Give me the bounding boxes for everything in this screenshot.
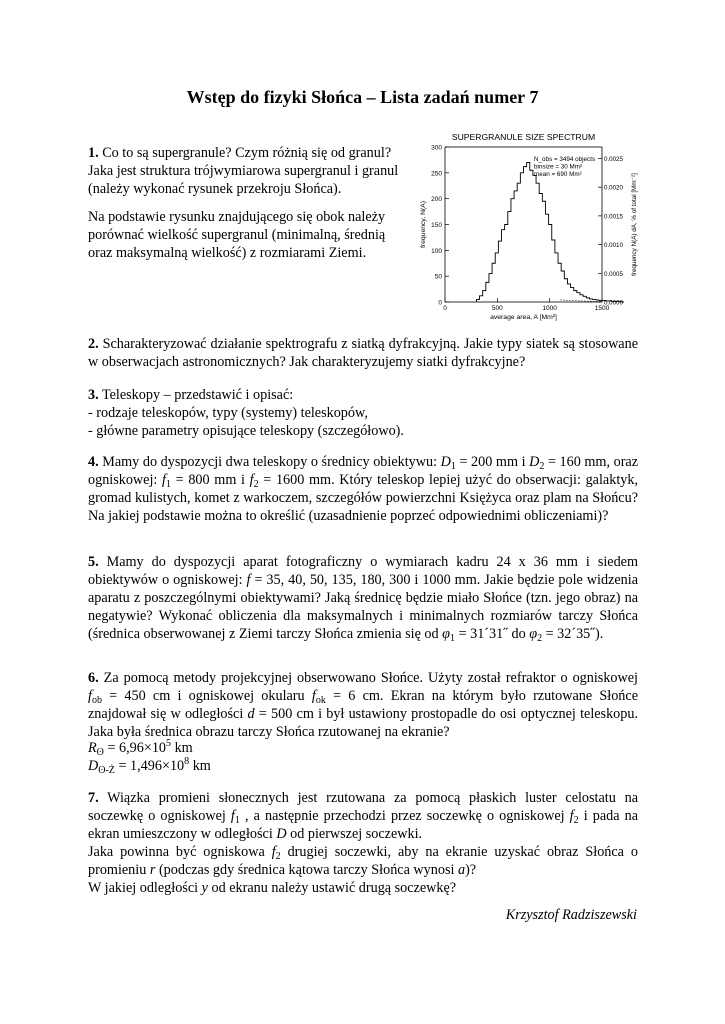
task-number: 3. <box>88 387 99 403</box>
task-1-line-6: oraz maksymalną wielkość) z rozmiarami Ziemi. <box>88 245 367 261</box>
y2-tick-label: 0.0000 <box>604 299 623 307</box>
supergranule-histogram <box>412 130 642 330</box>
task-3-head: 3. Teleskopy – przedstawić i opisać: <box>88 387 294 403</box>
author-signature: Krzysztof Radziszewski <box>505 907 637 923</box>
task-4: 4. Mamy do dyspozycji dwa teleskopy o średnicy obiektywu: $D_1 = 200$ mm i $D_2 = 160$ mm, oraz ogniskowej: $f_1 = 800$ mm i $f_2 = 1600$ mm. Który teleskop lepiej użyć do obserwacji: galaktyk, gromad kulistych, komet z warkoczem, szczegółów powierzchni Księżyca oraz plam na Słońcu? Na jakiej podstawie można to określić (uzasadnienie poprzeć odpowiednimi obliczeniami)? <box>88 454 639 524</box>
task-1-line-4: Na podstawie rysunku znajdującego się obok należy <box>88 209 386 225</box>
task-number: 7. <box>88 790 99 806</box>
y-tick-label: 50 <box>434 273 442 281</box>
y-tick-label: 100 <box>431 247 442 255</box>
task-3 <box>88 386 638 440</box>
y-tick-label: 150 <box>431 222 442 229</box>
task-7: 7. Wiązka promieni słonecznych jest rzutowana za pomocą płaskich luster celostatu na soczewkę o ogniskowej $f_1$ , a następnie przechodzi przez soczewkę o ogniskowej $f_2$ i pada na ekran umieszczony w odległości D od pierwszej soczewki. <box>88 790 638 842</box>
y2-tick-label: 0.0025 <box>604 155 623 163</box>
y-tick-label: 200 <box>431 196 442 204</box>
task-1-line-3: (należy wykonać rysunek przekroju Słońca). <box>88 181 342 197</box>
task-number: 6. <box>88 670 99 686</box>
x-tick-label: 1000 <box>542 305 557 312</box>
task-1-line-5: porównać wielkość supergranul (minimalną, średnią <box>88 227 386 243</box>
y-tick-label: 300 <box>431 144 442 152</box>
y2-tick-label: 0.0010 <box>604 242 623 250</box>
task-2-text: Scharakteryzować działanie spektrografu z siatką dyfrakcyjną. Jakie typy siatek są stosowane w obserwacjach astronomicznych? Jak charakteryzujemy siatki dyfrakcyjne? <box>88 336 638 370</box>
y2-axis-label: frequency N(A) dA, % of total [Mm⁻²] <box>631 173 638 276</box>
y-axis-label: frequency, N(A) <box>420 200 427 249</box>
sun-radius: $R_ʘ = 6,96\times 10^5$ km <box>88 738 193 758</box>
task-1 <box>88 144 408 198</box>
page-title: Wstęp do fizyki Słońca – Lista zadań numer 7 <box>186 87 539 107</box>
chart-annotation: binsize = 30 Mm² <box>534 163 583 171</box>
chart-title: SUPERGRANULE SIZE SPECTRUM <box>451 132 596 142</box>
task-3-item: - rodzaje teleskopów, typy (systemy) teleskopów, <box>88 405 368 421</box>
y2-tick-label: 0.0020 <box>604 184 623 192</box>
chart-annotation: N_obs = 3494 objects <box>534 156 596 163</box>
x-axis-label: average area, A [Mm²] <box>490 314 557 321</box>
task-5: 5. Mamy do dyspozycji aparat fotograficzny o wymiarach kadru 24 x 36 mm i siedem obiektywów o ogniskowej: f = 35, 40, 50, 135, 180, 300 i 1000 mm. Jakie będzie pole widzenia aparatu z poszczególnymi obiektywami? Jaką średnicę będzie miało Słońce (tzn. jego obraz) na negatywie? Wykonać obliczenia dla maksymalnych i minimalnych rozmiarów tarczy Słońca (średnica obserwowanej z Ziemi tarczy Słońca zmienia się od $\varphi_1$ = 31´31˝ do $\varphi_2$ = 32´35˝). <box>88 554 639 644</box>
task-6: 6. Za pomocą metody projekcyjnej obserwowano Słońce. Użyty został refraktor o ogniskowej $f_{ob} = 450$ cm i ogniskowej okularu $f_{ok} = 6$ cm. Ekran na którym było rzutowane Słońce znajdował się w odległości d = 500 cm i był ustawiony prostopadle do osi optycznej teleskopu. Jaka była średnica obrazu tarczy Słońca rzutowanej na ekranie? <box>88 670 639 740</box>
task-number: 5. <box>88 554 99 570</box>
y-tick-label: 0 <box>438 299 442 307</box>
sun-earth-distance: $D_{ʘ-Ż} = 1,496\times 10^8$ km <box>88 756 211 776</box>
task-1-part-2 <box>88 208 408 262</box>
task-number: 4. <box>88 454 99 470</box>
y2-tick-label: 0.0015 <box>604 213 623 221</box>
y2-tick-label: 0.0005 <box>604 270 623 278</box>
task-number: 1. <box>88 145 99 161</box>
x-tick-label: 500 <box>491 305 503 312</box>
task-2 <box>88 335 638 371</box>
x-tick-label: 1500 <box>594 305 610 312</box>
task-7-question-1: Jaka powinna być ogniskowa $f_2$ drugiej soczewki, aby na ekranie uzyskać obraz Słońca o promieniu r (podczas gdy średnica kątowa tarczy Słońca wynosi a)? <box>88 844 638 878</box>
task-1-line-1: 1. Co to są supergranule? Czym różnią się od granul? <box>88 145 392 161</box>
task-6-data <box>88 739 638 775</box>
chart-annotation: mean = 690 Mm² <box>534 171 582 178</box>
x-tick-label: 0 <box>443 305 447 312</box>
task-3-item: - główne parametry opisujące teleskopy (szczegółowo). <box>88 423 404 439</box>
task-1-line-2: Jaka jest struktura trójwymiarowa supergranul i granul <box>88 163 399 179</box>
task-7-question-2: W jakiej odległości y od ekranu należy ustawić drugą soczewkę? <box>88 880 457 896</box>
task-number: 2. <box>88 336 99 352</box>
y-tick-label: 250 <box>431 170 442 178</box>
